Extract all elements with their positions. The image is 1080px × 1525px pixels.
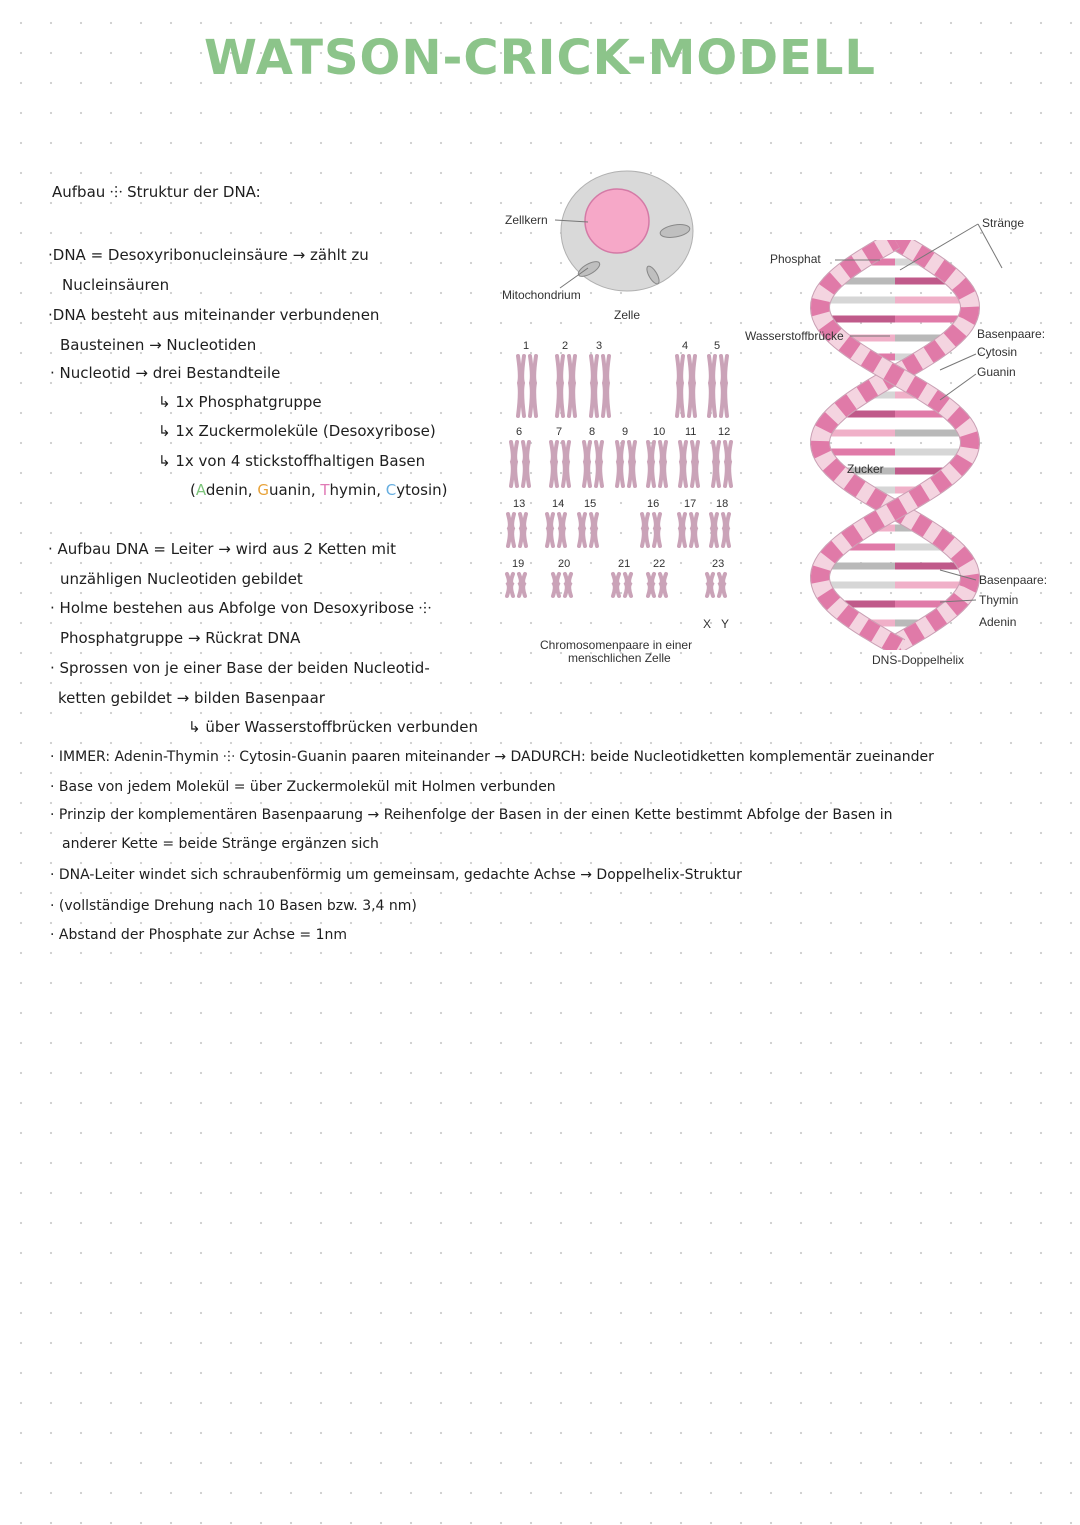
note-line: · Aufbau DNA = Leiter → wird aus 2 Ketten mit: [48, 540, 397, 558]
label-adenin: Adenin: [979, 615, 1017, 629]
note-line: ↳ 1x Zuckermoleküle (Desoxyribose): [158, 422, 436, 440]
label-phosphat: Phosphat: [770, 252, 821, 266]
label-y: Y: [721, 617, 730, 631]
chromosome-pair: [579, 514, 597, 546]
base-initial-a: A: [195, 481, 206, 499]
bases-list: (Adenin, Guanin, Thymin, Cytosin): [190, 481, 448, 499]
label-zellkern: Zellkern: [505, 213, 548, 227]
chromosome-pair: [507, 574, 525, 596]
chromosome-number: 20: [558, 558, 571, 570]
note-line: · Prinzip der komplementären Basenpaarung → Reihenfolge der Basen in der einen Kette bestimmt Abfolge der Basen in: [50, 807, 893, 823]
helix-caption: DNS-Doppelhelix: [872, 653, 965, 667]
base-initial-g: G: [257, 481, 269, 499]
base-initial-c: C: [385, 481, 397, 499]
chromosome-pair: [551, 442, 569, 486]
chromosome-number: 15: [584, 498, 597, 510]
chromosome-pair: [557, 356, 575, 416]
chromosome-pair: [613, 574, 631, 596]
notes-heading: Aufbau ⸭ Struktur der DNA:: [52, 183, 261, 201]
note-line: · (vollständige Drehung nach 10 Basen bzw. 3,4 nm): [50, 898, 417, 914]
chromosome-pair: [584, 442, 602, 486]
chromosome-number: 9: [622, 426, 629, 438]
chromosome-number: 23: [712, 558, 725, 570]
label-basenpaare-1: Basenpaare:: [977, 327, 1046, 341]
note-line: ·DNA besteht aus miteinander verbundenen: [48, 306, 380, 324]
note-line: · Abstand der Phosphate zur Achse = 1nm: [50, 927, 347, 943]
chromosome-pair: [547, 514, 565, 546]
chromosome-pair: [677, 356, 695, 416]
note-line: ketten gebildet → bilden Basenpaar: [58, 689, 325, 707]
chromosome-pair: [680, 442, 698, 486]
note-line: · IMMER: Adenin-Thymin ⸭ Cytosin-Guanin paaren miteinander → DADURCH: beide Nucleotidketten komplementär zueinander: [50, 749, 934, 765]
note-line: · Nucleotid → drei Bestandteile: [50, 364, 281, 382]
chromosome-pair: [511, 442, 529, 486]
karyotype-caption-1: Chromosomenpaare in einer: [540, 638, 693, 652]
label-mitochondrium: Mitochondrium: [502, 288, 581, 302]
chromosome-number: 19: [512, 558, 525, 570]
label-wasserstoffbruecke: Wasserstoffbrücke: [745, 329, 844, 343]
label-cytosin: Cytosin: [977, 345, 1018, 359]
chromosome-number: 12: [718, 426, 731, 438]
note-line: anderer Kette = beide Stränge ergänzen sich: [62, 836, 379, 852]
note-line: · DNA-Leiter windet sich schraubenförmig um gemeinsam, gedachte Achse → Doppelhelix-Struktur: [50, 867, 742, 883]
chromosome-number: 8: [589, 426, 596, 438]
chromosome-pair: [648, 574, 666, 596]
chromosome-pair: [648, 442, 666, 486]
chromosome-number: 22: [653, 558, 666, 570]
note-line: Nucleinsäuren: [62, 276, 170, 294]
chromosome-number: 2: [562, 340, 569, 352]
label-zucker: Zucker: [847, 462, 884, 476]
helix-leader-lines: [740, 210, 1050, 630]
label-x: X: [703, 617, 712, 631]
note-line: ↳ über Wasserstoffbrücken verbunden: [188, 718, 478, 736]
chromosome-pair: [713, 442, 731, 486]
chromosome-number: 16: [647, 498, 660, 510]
note-line: ↳ 1x von 4 stickstoffhaltigen Basen: [158, 452, 426, 470]
label-basenpaare-2: Basenpaare:: [979, 573, 1048, 587]
chromosome-number: 3: [596, 340, 603, 352]
note-line: ·DNA = Desoxyribonucleinsäure → zählt zu: [48, 246, 369, 264]
chromosome-number: 6: [516, 426, 523, 438]
note-line: Bausteinen → Nucleotiden: [60, 336, 257, 354]
chromosome-number: 10: [653, 426, 666, 438]
chromosome-pair: [508, 514, 526, 546]
chromosome-pair: [642, 514, 660, 546]
chromosome-number: 5: [714, 340, 721, 352]
chromosome-number: 18: [716, 498, 729, 510]
chromosome-pair: [617, 442, 635, 486]
page-title: WATSON-CRICK-MODELL: [203, 30, 876, 86]
chromosome-number: 21: [618, 558, 631, 570]
label-zelle: Zelle: [614, 308, 641, 322]
chromosome-number: 17: [684, 498, 697, 510]
chromosome-number: 4: [682, 340, 689, 352]
label-thymin: Thymin: [979, 593, 1019, 607]
chromosome-number: 7: [556, 426, 563, 438]
chromosome-pair: [553, 574, 571, 596]
chromosome-pair: [711, 514, 729, 546]
chromosome-number: 14: [552, 498, 565, 510]
note-line: · Holme bestehen aus Abfolge von Desoxyribose ⸭: [50, 599, 432, 617]
chromosome-pair: [591, 356, 609, 416]
chromosome-pair: [709, 356, 727, 416]
note-line: · Base von jedem Molekül = über Zuckermolekül mit Holmen verbunden: [50, 779, 556, 795]
base-initial-t: T: [320, 481, 330, 499]
karyotype-caption-2: menschlichen Zelle: [568, 651, 671, 665]
note-line: · Sprossen von je einer Base der beiden Nucleotid-: [50, 659, 430, 677]
chromosome-pair: [518, 356, 536, 416]
chromosome-number: 11: [685, 426, 697, 438]
chromosome-number: 1: [523, 340, 530, 352]
chromosome-pairs: [500, 340, 740, 640]
note-line: ↳ 1x Phosphatgruppe: [158, 393, 322, 411]
chromosome-pair: [679, 514, 697, 546]
chromosome-number: 13: [513, 498, 526, 510]
note-line: Phosphatgruppe → Rückrat DNA: [60, 629, 301, 647]
chromosome-pair: [707, 574, 725, 596]
note-line: unzähligen Nucleotiden gebildet: [60, 570, 303, 588]
label-guanin: Guanin: [977, 365, 1016, 379]
label-straenge: Stränge: [982, 216, 1025, 230]
